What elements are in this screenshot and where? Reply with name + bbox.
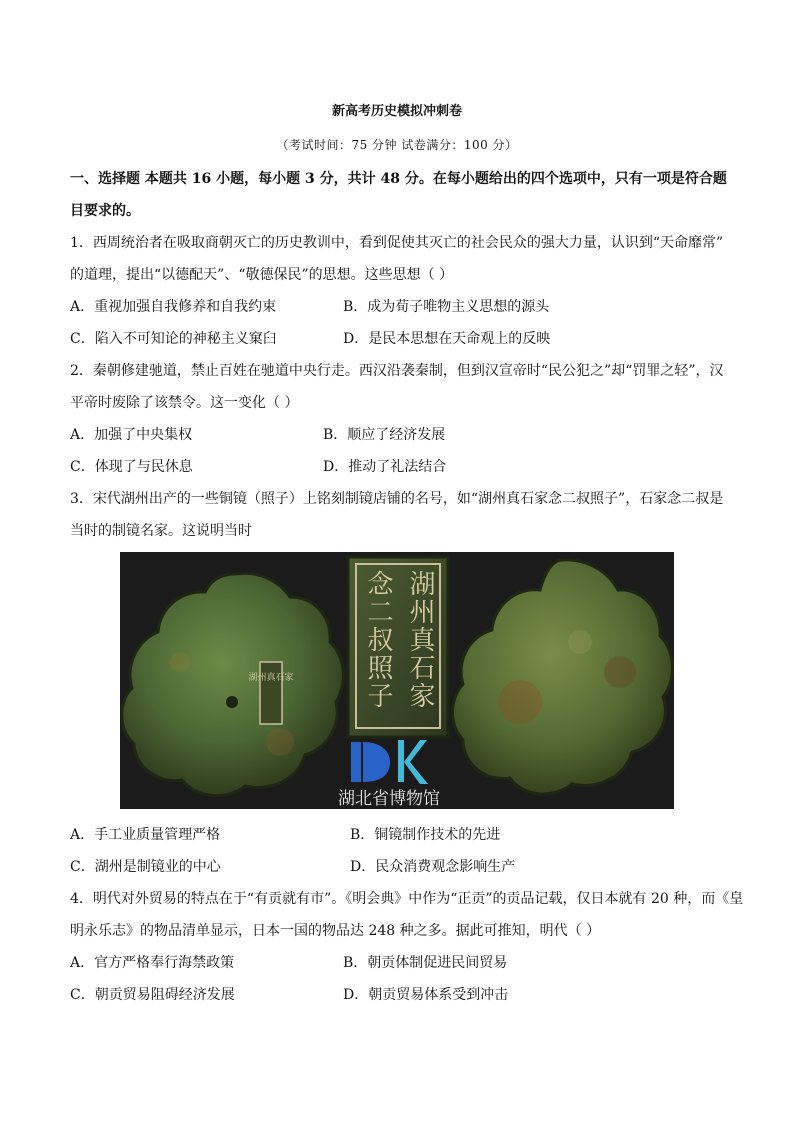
section-heading-line1: 一、选择题 本题共 16 小题，每小题 3 分，共计 48 分。在每小题给出的四个选项中，只有一项是符合题 [70, 171, 727, 187]
exam-title: 新高考历史模拟冲刺卷 [331, 104, 462, 119]
question-3-option-a: A．手工业质量管理严格 [70, 827, 221, 843]
question-2-line1: 2．秦朝修建驰道，禁止百姓在驰道中央行走。西汉沿袭秦制，但到汉宣帝时“民公犯之”却“罚罪之轻”，汉 [70, 363, 724, 379]
question-4-option-d: D．朝贡贸易体系受到冲击 [343, 987, 509, 1003]
inscription-closeup [348, 557, 448, 737]
inscription-column-1: 湖州真石家 [405, 570, 435, 710]
question-4-option-b: B．朝贡体制促进民间贸易 [343, 955, 508, 971]
question-2-option-b: B．顺应了经济发展 [323, 427, 446, 443]
question-4-option-a: A．官方严格奉行海禁政策 [70, 955, 235, 971]
question-3-option-c: C．湖州是制镜业的中心 [70, 859, 221, 875]
question-1-option-c: C．陷入不可知论的神秘主义窠臼 [70, 331, 277, 347]
question-1-line1: 1．西周统治者在吸取商朝灭亡的历史教训中，看到促使其灭亡的社会民众的强大力量，认识到“天命靡常” [70, 235, 724, 251]
exam-subtitle: （考试时间：75 分钟 试卷满分：100 分） [276, 138, 518, 152]
question-4-option-c: C．朝贡贸易阻碍经济发展 [70, 987, 235, 1003]
section-heading-line2: 目要求的。 [70, 203, 140, 219]
question-2-option-d: D．推动了礼法结合 [323, 459, 447, 475]
bronze-mirror-illustration [120, 552, 674, 809]
question-4-line1: 4．明代对外贸易的特点在于“有贡就有市”。《明会典》中作为“正贡”的贡品记载，仅日本就有 20 种，而《皇 [70, 891, 744, 907]
question-1-option-d: D．是民本思想在天命观上的反映 [343, 331, 551, 347]
question-3-option-d: D．民众消费观念影响生产 [350, 859, 516, 875]
bronze-mirror-photo [120, 552, 674, 809]
question-2-option-a: A．加强了中央集权 [70, 427, 193, 443]
question-1-option-a: A．重视加强自我修养和自我约束 [70, 299, 277, 315]
question-1-option-b: B．成为荀子唯物主义思想的源头 [343, 299, 550, 315]
question-2-line2: 平帝时废除了该禁令。这一变化（ ） [70, 395, 299, 411]
question-3-line1: 3．宋代湖州出产的一些铜镜（照子）上铭刻制镜店铺的名号，如“湖州真石家念二叔照子”，石家念二叔是 [70, 491, 724, 507]
question-3-line2: 当时的制镜名家。这说明当时 [70, 523, 252, 539]
question-1-line2: 的道理，提出“以德配天”、“敬德保民”的思想。这些思想（ ） [70, 267, 454, 283]
museum-watermark-text: 湖北省博物馆 [338, 789, 440, 809]
question-4-line2: 明永乐志》的物品清单显示，日本一国的物品达 248 种之多。据此可推知，明代（ ） [70, 923, 601, 939]
question-2-option-c: C．体现了与民休息 [70, 459, 193, 475]
left-mirror-inscription: 湖州真石家 [248, 673, 294, 683]
inscription-column-2: 念二叔照子 [363, 570, 393, 710]
question-3-option-b: B．铜镜制作技术的先进 [350, 827, 501, 843]
